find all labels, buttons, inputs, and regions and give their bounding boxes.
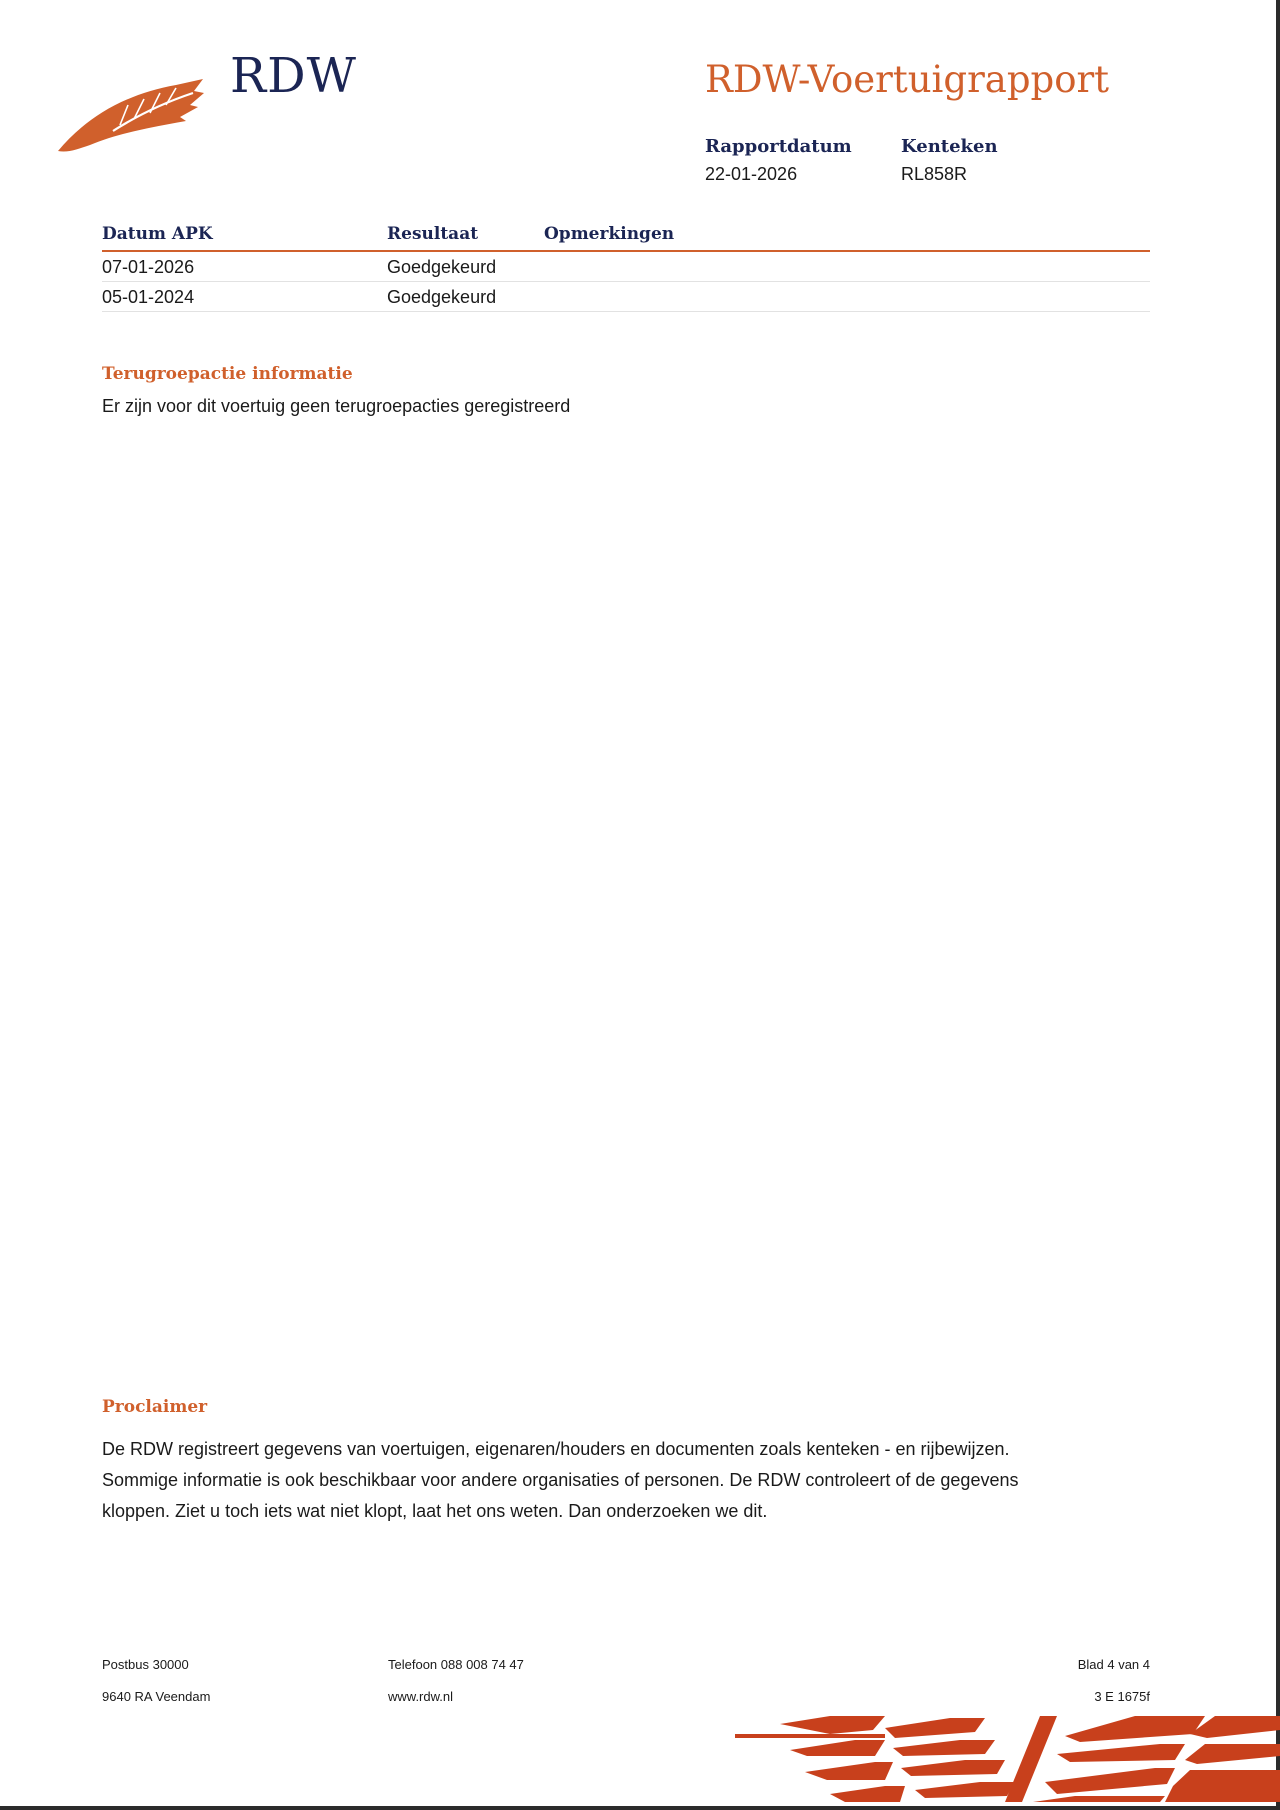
footer-website-link[interactable]: www.rdw.nl	[388, 1689, 454, 1704]
proclaimer-line: kloppen. Ziet u toch iets wat niet klopt, laat het ons weten. Dan onderzoeken we dit.	[102, 1501, 768, 1521]
cell-datum: 07-01-2026	[102, 257, 195, 277]
footer-page-info: Blad 4 van 4	[1077, 1657, 1150, 1672]
brand-name: RDW	[230, 48, 357, 104]
recall-heading: Terugroepactie informatie	[102, 364, 353, 384]
footer-address-line2: 9640 RA Veendam	[102, 1689, 211, 1704]
table-row	[102, 282, 1150, 312]
cell-datum: 05-01-2024	[102, 287, 195, 307]
footer-phone: Telefoon 088 008 74 47	[388, 1657, 524, 1672]
cell-resultaat: Goedgekeurd	[387, 287, 497, 307]
footer-address-line1: Postbus 30000	[102, 1657, 189, 1672]
page-edge-right	[1276, 0, 1280, 1810]
column-header-resultaat: Resultaat	[387, 224, 479, 244]
report-title: RDW-Voertuigrapport	[705, 58, 1110, 101]
column-header-opmerkingen: Opmerkingen	[544, 224, 675, 244]
column-header-datum-apk: Datum APK	[102, 224, 213, 244]
proclaimer-line: De RDW registreert gegevens van voertuigen, eigenaren/houders en documenten zoals kenteken - en rijbewijzen.	[102, 1439, 1010, 1459]
rapportdatum-label: Rapportdatum	[705, 136, 852, 157]
page-edge-bottom	[0, 1806, 1280, 1810]
proclaimer-text	[102, 1434, 1162, 1527]
cell-resultaat: Goedgekeurd	[387, 257, 497, 277]
recall-text: Er zijn voor dit voertuig geen terugroepacties geregistreerd	[102, 396, 571, 416]
table-row	[102, 252, 1150, 282]
footer-doc-code: 3 E 1675f	[1094, 1689, 1150, 1704]
apk-table	[102, 220, 1150, 312]
rdw-wing-logo-icon	[58, 75, 208, 157]
kenteken-label: Kenteken	[901, 136, 998, 157]
apk-table-header	[102, 220, 1150, 252]
rdw-speed-stripes-icon	[735, 1690, 1280, 1806]
rapportdatum-value: 22-01-2026	[705, 164, 798, 184]
kenteken-value: RL858R	[901, 164, 968, 184]
proclaimer-heading: Proclaimer	[102, 1397, 208, 1417]
proclaimer-line: Sommige informatie is ook beschikbaar voor andere organisaties of personen. De RDW controleert of de gegevens	[102, 1470, 1019, 1490]
